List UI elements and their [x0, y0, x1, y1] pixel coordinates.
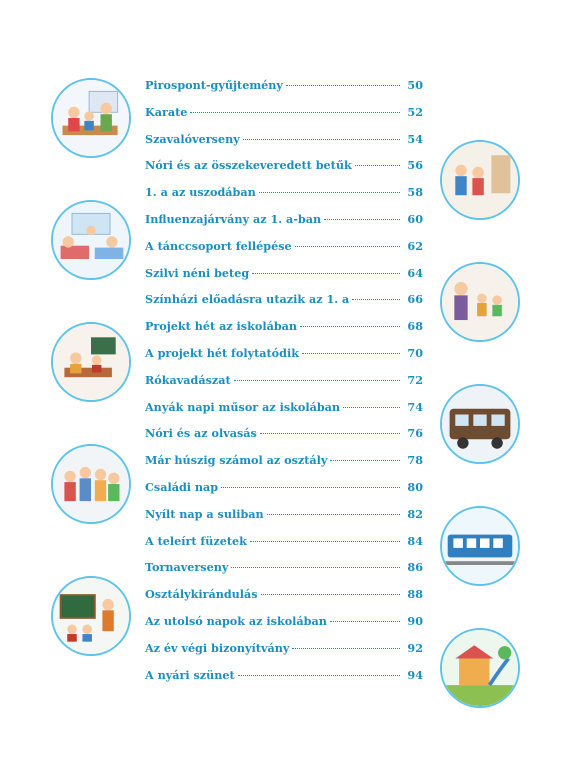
toc-leader-dots: [231, 567, 400, 568]
toc-entry-title: Az utolsó napok az iskolában: [145, 614, 327, 628]
bus-ride-illustration: [440, 384, 520, 464]
toc-entry-page: 72: [407, 372, 423, 387]
toc-entry-page: 78: [407, 453, 423, 468]
toc-entry: [145, 237, 423, 255]
toc-entry: [145, 103, 423, 121]
classroom-desk-illustration: [51, 322, 131, 402]
toc-entry: [145, 210, 423, 228]
toc-leader-dots: [234, 380, 400, 381]
toc-leader-dots: [355, 165, 400, 166]
toc-entry-page: 56: [407, 158, 423, 173]
toc-entry-page: 90: [407, 614, 423, 628]
toc-entry-page: 70: [407, 346, 423, 360]
toc-entry-page: 86: [407, 560, 423, 575]
toc-leader-dots: [286, 85, 400, 86]
toc-leader-dots: [259, 192, 400, 193]
toc-entry: [145, 666, 423, 684]
toc-entry: [145, 398, 423, 416]
toc-leader-dots: [352, 299, 400, 300]
toc-leader-dots: [330, 460, 400, 461]
toc-entry-page: 88: [407, 587, 423, 602]
toc-entry-page: 60: [407, 212, 423, 226]
toc-leader-dots: [252, 273, 400, 274]
toc-leader-dots: [300, 326, 400, 327]
toc-entry: [145, 558, 423, 576]
toc-entry-title: Családi nap: [145, 480, 219, 494]
toc-entry-title: A teleírt füzetek: [145, 533, 247, 548]
toc-entry-page: 52: [407, 104, 423, 119]
toc-entry-page: 68: [407, 319, 423, 334]
toc-entry: [145, 478, 423, 496]
toc-entry-title: Már húszig számol az osztály: [145, 453, 328, 468]
toc-entry-title: Pirospont-gyűjtemény: [145, 78, 283, 92]
toc-leader-dots: [243, 139, 400, 140]
toc-entry-page: 64: [407, 265, 423, 280]
toc-entry-title: Nóri és az olvasás: [145, 426, 257, 441]
toc-entry-page: 74: [407, 399, 423, 414]
toc-entry-title: Nóri és az összekeveredett betűk: [145, 158, 352, 173]
toc-entry: [145, 264, 423, 282]
toc-entry-title: Nyílt nap a suliban: [145, 506, 264, 521]
toc-leader-dots: [221, 487, 400, 488]
toc-entry: [145, 612, 423, 630]
toc-entry: [145, 505, 423, 523]
toc-entry: [145, 290, 423, 308]
toc-entry-title: Szavalóverseny: [145, 131, 240, 146]
toc-entry-title: Rókavadászat: [145, 372, 231, 387]
toc-entry-title: Osztálykirándulás: [145, 587, 258, 602]
classroom-lesson-illustration: [51, 78, 131, 158]
toc-leader-dots: [267, 514, 400, 515]
toc-entry-page: 82: [407, 506, 423, 521]
toc-leader-dots: [343, 407, 400, 408]
toc-entry-title: Az év végi bizonyítvány: [145, 640, 290, 655]
train-illustration: [440, 506, 520, 586]
toc-entry-title: A projekt hét folytatódik: [145, 346, 299, 360]
toc-entry-page: 76: [407, 426, 423, 441]
toc-entry: [145, 344, 423, 362]
toc-entry-page: 62: [407, 238, 423, 253]
toc-entry-title: A tánccsoport fellépése: [145, 238, 292, 253]
toc-entry-title: 1. a az uszodában: [145, 185, 256, 200]
hallway-children-illustration: [440, 140, 520, 220]
class-group-illustration: [51, 444, 131, 524]
toc-leader-dots: [260, 433, 400, 434]
toc-leader-dots: [330, 621, 400, 622]
toc-entry-page: 92: [407, 640, 423, 655]
toc-leader-dots: [190, 112, 400, 113]
toc-leader-dots: [302, 353, 400, 354]
toc-entry: [145, 371, 423, 389]
toc-entry: [145, 130, 423, 148]
blackboard-class-illustration: [51, 576, 131, 656]
toc-entry-title: Tornaverseny: [145, 560, 229, 575]
toc-leader-dots: [324, 219, 400, 220]
toc-entry-title: Projekt hét az iskolában: [145, 319, 298, 334]
toc-entry: [145, 183, 423, 201]
toc-leader-dots: [261, 594, 400, 595]
toc-entry-title: A nyári szünet: [145, 667, 235, 682]
toc-entry-page: 84: [407, 533, 423, 548]
sick-children-illustration: [51, 200, 131, 280]
toc-entry: [145, 156, 423, 174]
toc-entry: [145, 76, 423, 94]
playground-illustration: [440, 628, 520, 708]
toc-leader-dots: [292, 648, 400, 649]
toc-leader-dots: [238, 675, 400, 676]
toc-entry-title: Színházi előadásra utazik az 1. a: [145, 292, 350, 307]
toc-entry: [145, 585, 423, 603]
toc-entry-page: 58: [407, 185, 423, 200]
toc-entry-page: 66: [407, 292, 423, 307]
toc-entry: [145, 424, 423, 442]
toc-entry-title: Influenzajárvány az 1. a-ban: [145, 212, 322, 226]
toc-entry-page: 80: [407, 480, 423, 494]
toc-leader-dots: [250, 541, 400, 542]
toc-entry-page: 54: [407, 131, 423, 146]
toc-entry: [145, 451, 423, 469]
toc-entry-title: Anyák napi műsor az iskolában: [145, 399, 341, 414]
toc-entry-page: 94: [407, 667, 423, 682]
toc-entry: [145, 532, 423, 550]
toc-entry: [145, 317, 423, 335]
toc-entry-title: Szilvi néni beteg: [145, 265, 250, 280]
teacher-with-children-illustration: [440, 262, 520, 342]
toc-entry-title: Karate: [145, 104, 188, 119]
toc-entry: [145, 639, 423, 657]
toc-leader-dots: [295, 246, 400, 247]
toc-entry-page: 50: [407, 78, 423, 92]
